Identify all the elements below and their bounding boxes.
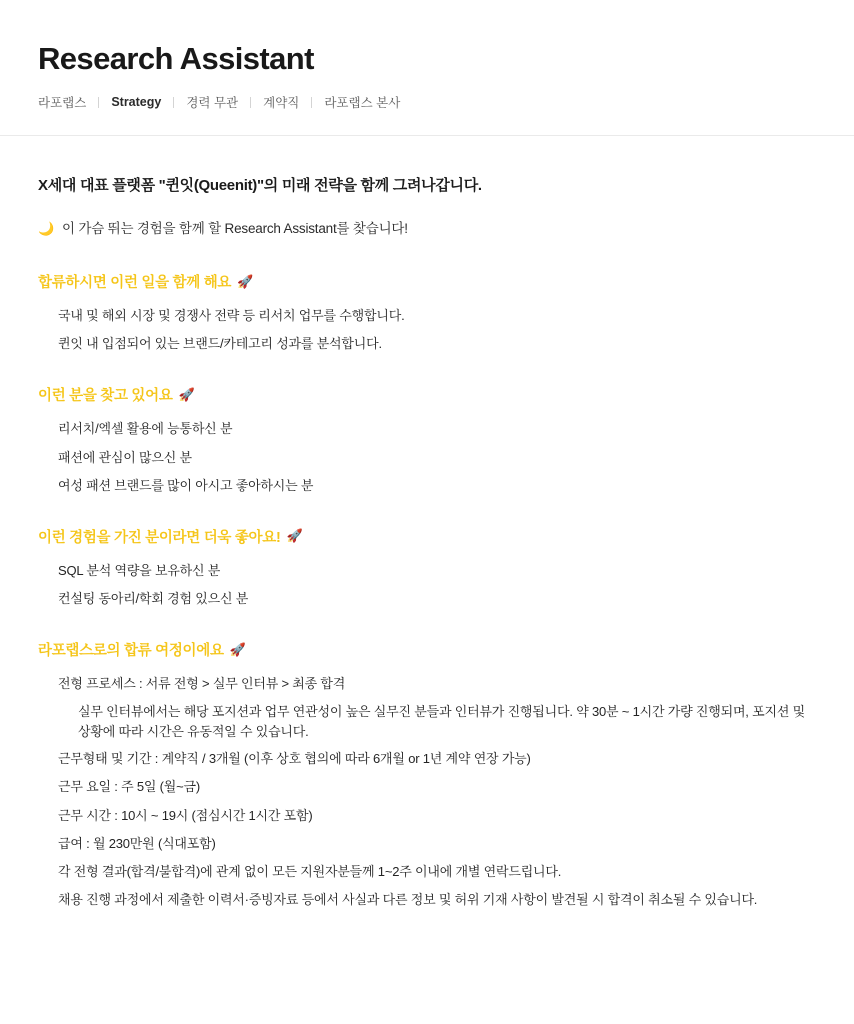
posting-header: [0, 0, 854, 136]
hiring-process-list: [38, 674, 816, 910]
moon-icon: 🌙: [38, 221, 54, 237]
list-item: 각 전형 결과(합격/불합격)에 관계 없이 모든 지원자분들께 1~2주 이내에 개별 연락드립니다.: [58, 863, 562, 879]
meta-divider: [250, 97, 251, 108]
posting-body: [0, 136, 854, 1000]
rocket-icon: 🚀: [178, 386, 195, 402]
section-heading: [38, 384, 816, 405]
list-item-text: 실무 인터뷰에서는 해당 포지션과 업무 연관성이 높은 실무진 분들과 인터뷰가 진행됩니다. 약 30분 ~ 1시간 가량 진행되며, 포지션 및 상황에 따라 시간은 유동적일 수 있습니다.: [78, 704, 805, 739]
rocket-icon: 🚀: [237, 273, 253, 289]
list-item: 국내 및 해외 시장 및 경쟁사 전략 등 리서치 업무를 수행합니다.: [58, 308, 405, 324]
list-item: 근무 요일 : 주 5일 (월~금): [58, 779, 201, 795]
list-item: 전형 프로세스 : 서류 전형 > 실무 인터뷰 > 최종 합격: [58, 676, 346, 692]
list-item: 여성 패션 브랜드를 많이 아시고 좋아하시는 분: [58, 477, 314, 493]
section-heading-text: 이런 분을 찾고 있어요: [38, 388, 173, 405]
preferred-list: [38, 561, 816, 609]
page-title: Research Assistant: [38, 41, 314, 76]
list-item: 근무 시간 : 10시 ~ 19시 (점심시간 1시간 포함): [58, 807, 313, 823]
section-heading: [38, 639, 816, 660]
breadcrumb: [38, 93, 816, 111]
section-preferred: [38, 526, 816, 609]
section-heading-text: 합류하시면 이런 일을 함께 해요: [38, 275, 232, 292]
meta-divider: [311, 97, 312, 108]
section-requirements: [38, 384, 816, 495]
list-item: 리서치/엑셀 활용에 능통하신 분: [58, 421, 233, 437]
meta-employment-type: 계약직: [263, 96, 300, 111]
list-item: 패션에 관심이 많으신 분: [58, 449, 192, 465]
list-item: SQL 분석 역량을 보유하신 분: [58, 562, 221, 578]
section-heading-text: 이런 경험을 가진 분이라면 더욱 좋아요!: [38, 529, 281, 546]
intro-subline: [38, 217, 816, 237]
rocket-icon: 🚀: [286, 528, 303, 544]
list-item: 채용 진행 과정에서 제출한 이력서·증빙자료 등에서 사실과 다른 정보 및 허위 기재 사항이 발견될 시 합격이 취소될 수 있습니다.: [58, 892, 758, 908]
section-heading-text: 라포랩스로의 합류 여정이에요: [38, 643, 224, 660]
meta-divider: [98, 97, 99, 108]
section-heading: [38, 271, 816, 292]
responsibilities-list: [38, 306, 816, 354]
meta-company: 라포랩스: [38, 96, 87, 111]
intro-headline: X세대 대표 플랫폼 "퀸잇(Queenit)"의 미래 전략을 함께 그려나갑니다.: [38, 177, 482, 195]
meta-team: Strategy: [111, 95, 162, 110]
intro-subline-text: 이 가슴 뛰는 경험을 함께 할 Research Assistant를 찾습니다!: [62, 221, 408, 237]
section-hiring-process: [38, 639, 816, 910]
list-item: 급여 : 월 230만원 (식대포함): [58, 835, 216, 851]
section-heading: [38, 526, 816, 547]
list-item: [38, 702, 816, 741]
list-item: 컨설팅 동아리/학회 경험 있으신 분: [58, 591, 249, 607]
meta-divider: [173, 97, 174, 108]
rocket-icon: 🚀: [229, 641, 246, 657]
meta-experience: 경력 무관: [186, 96, 239, 111]
meta-location: 라포랩스 본사: [324, 96, 401, 111]
section-responsibilities: [38, 271, 816, 354]
requirements-list: [38, 419, 816, 495]
list-item: 퀸잇 내 입점되어 있는 브랜드/카테고리 성과를 분석합니다.: [58, 336, 382, 352]
list-item: 근무형태 및 기간 : 계약직 / 3개월 (이후 상호 협의에 따라 6개월 or 1년 계약 연장 가능): [58, 751, 531, 767]
